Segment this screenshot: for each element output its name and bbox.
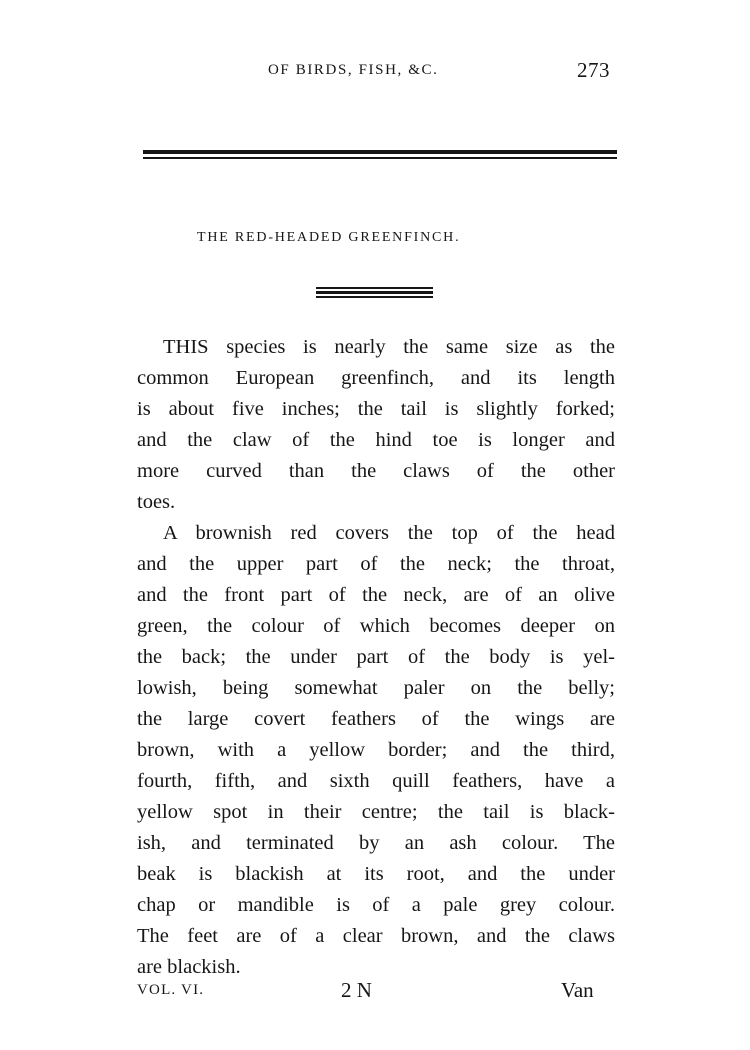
text-line: the back; the under part of the body is yel- [137, 646, 615, 668]
title-rule-thin-bottom [316, 296, 433, 298]
volume-label: VOL. VI. [137, 982, 205, 998]
signature-mark: 2 N [341, 978, 372, 1002]
title-rule-thin-top [316, 287, 433, 289]
text-line: and the front part of the neck, are of an olive [137, 584, 615, 606]
section-title: THE RED-HEADED GREENFINCH. [197, 230, 461, 245]
catchword: Van [561, 978, 594, 1002]
text-line: The feet are of a clear brown, and the claws [137, 925, 615, 947]
text-line: are blackish. [137, 956, 241, 978]
text-line: and the upper part of the neck; the throat, [137, 553, 615, 575]
header-rule-thin [143, 157, 617, 159]
text-line: A brownish red covers the top of the head [163, 522, 615, 544]
text-line: yellow spot in their centre; the tail is black- [137, 801, 615, 823]
body-text [137, 332, 615, 983]
text-line: brown, with a yellow border; and the third, [137, 739, 615, 761]
text-line: and the claw of the hind toe is longer and [137, 429, 615, 451]
page-number: 273 [577, 58, 610, 82]
title-rule-thick [316, 291, 433, 294]
text-line: the large covert feathers of the wings are [137, 708, 615, 730]
text-line: ish, and terminated by an ash colour. The [137, 832, 615, 854]
header-double-rule [143, 150, 617, 160]
text-line: is about five inches; the tail is slightly forked; [137, 398, 615, 420]
text-line: chap or mandible is of a pale grey colour. [137, 894, 615, 916]
text-line: fourth, fifth, and sixth quill feathers, have a [137, 770, 615, 792]
title-ornamental-rule [316, 287, 433, 297]
text-line: THIS species is nearly the same size as the [163, 336, 615, 358]
text-line: more curved than the claws of the other [137, 460, 615, 482]
running-title: OF BIRDS, FISH, &C. [268, 62, 439, 78]
text-line: toes. [137, 491, 176, 513]
text-line: green, the colour of which becomes deeper on [137, 615, 615, 637]
text-line: lowish, being somewhat paler on the belly; [137, 677, 615, 699]
text-line: beak is blackish at its root, and the under [137, 863, 615, 885]
header-rule-thick [143, 150, 617, 154]
text-line: common European greenfinch, and its length [137, 367, 615, 389]
